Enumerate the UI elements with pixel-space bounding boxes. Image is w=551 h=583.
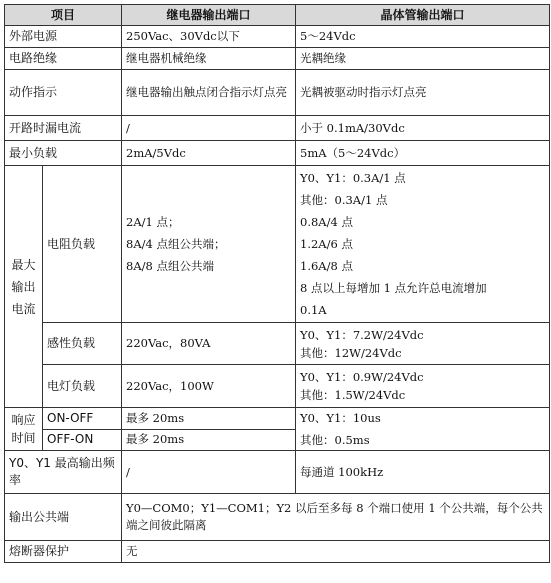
row-indicator xyxy=(5,70,550,116)
spec-table xyxy=(4,4,550,563)
row-leakage xyxy=(5,116,550,141)
sub-label: 电阻负载 xyxy=(43,166,122,323)
row-power xyxy=(5,26,550,48)
row-inductive-load xyxy=(5,323,550,365)
common-cell: Y0—COM0；Y1—COM1；Y2 以后至多每 8 个端口使用 1 个公共端，每个公共端之间彼此隔离 xyxy=(122,494,550,541)
row-isolation xyxy=(5,48,550,70)
row-label: 动作指示 xyxy=(5,70,122,116)
row-label: 开路时漏电流 xyxy=(5,116,122,141)
row-label: 外部电源 xyxy=(5,26,122,48)
transistor-cell: 光耦绝缘 xyxy=(296,48,550,70)
transistor-cell: 光耦被驱动时指示灯点亮 xyxy=(296,70,550,116)
row-label: 最小负载 xyxy=(5,141,122,166)
row-resistive-load xyxy=(5,166,550,323)
sub-label: OFF-ON xyxy=(43,429,122,451)
row-response-on-off xyxy=(5,408,550,430)
header-row xyxy=(5,5,550,26)
row-max-freq xyxy=(5,451,550,494)
transistor-cell: 每通道 100kHz xyxy=(296,451,550,494)
fuse-cell: 无 xyxy=(122,541,550,563)
row-min-load xyxy=(5,141,550,166)
transistor-cell: 5～24Vdc xyxy=(296,26,550,48)
transistor-cell: Y0、Y1：10us 其他：0.5ms xyxy=(296,408,550,451)
transistor-cell: Y0、Y1：0.3A/1 点 其他：0.3A/1 点 0.8A/4 点 1.2A/6 点 1.6A/8 点 8 点以上每增加 1 点允许总电流增加 0.1A xyxy=(296,166,550,323)
row-lamp-load xyxy=(5,365,550,408)
relay-cell: 250Vac、30Vdc以下 xyxy=(122,26,296,48)
relay-cell: 220Vac，80VA xyxy=(122,323,296,365)
relay-cell: 最多 20ms xyxy=(122,408,296,430)
sub-label: 电灯负载 xyxy=(43,365,122,408)
transistor-cell: 小于 0.1mA/30Vdc xyxy=(296,116,550,141)
sub-label: 感性负载 xyxy=(43,323,122,365)
header-relay: 继电器输出端口 xyxy=(122,5,296,26)
sub-label: ON-OFF xyxy=(43,408,122,430)
transistor-cell: Y0、Y1：0.9W/24Vdc 其他：1.5W/24Vdc xyxy=(296,365,550,408)
row-common xyxy=(5,494,550,541)
response-label: 响应 时间 xyxy=(5,408,43,451)
header-item: 项目 xyxy=(5,5,122,26)
row-label: 输出公共端 xyxy=(5,494,122,541)
row-label: 电路绝缘 xyxy=(5,48,122,70)
header-transistor: 晶体管输出端口 xyxy=(296,5,550,26)
relay-cell: 2mA/5Vdc xyxy=(122,141,296,166)
relay-cell: / xyxy=(122,451,296,494)
relay-cell: 2A/1 点； 8A/4 点组公共端； 8A/8 点组公共端 xyxy=(122,166,296,323)
relay-cell: 继电器输出触点闭合指示灯点亮 xyxy=(122,70,296,116)
relay-cell: 220Vac，100W xyxy=(122,365,296,408)
max-output-label: 最大 输出 电流 xyxy=(5,166,43,408)
relay-cell: 继电器机械绝缘 xyxy=(122,48,296,70)
relay-cell: / xyxy=(122,116,296,141)
row-label: 熔断器保护 xyxy=(5,541,122,563)
row-label: Y0、Y1 最高输出频率 xyxy=(5,451,122,494)
transistor-cell: Y0、Y1：7.2W/24Vdc 其他：12W/24Vdc xyxy=(296,323,550,365)
relay-cell: 最多 20ms xyxy=(122,429,296,451)
transistor-cell: 5mA（5～24Vdc） xyxy=(296,141,550,166)
row-fuse xyxy=(5,541,550,563)
